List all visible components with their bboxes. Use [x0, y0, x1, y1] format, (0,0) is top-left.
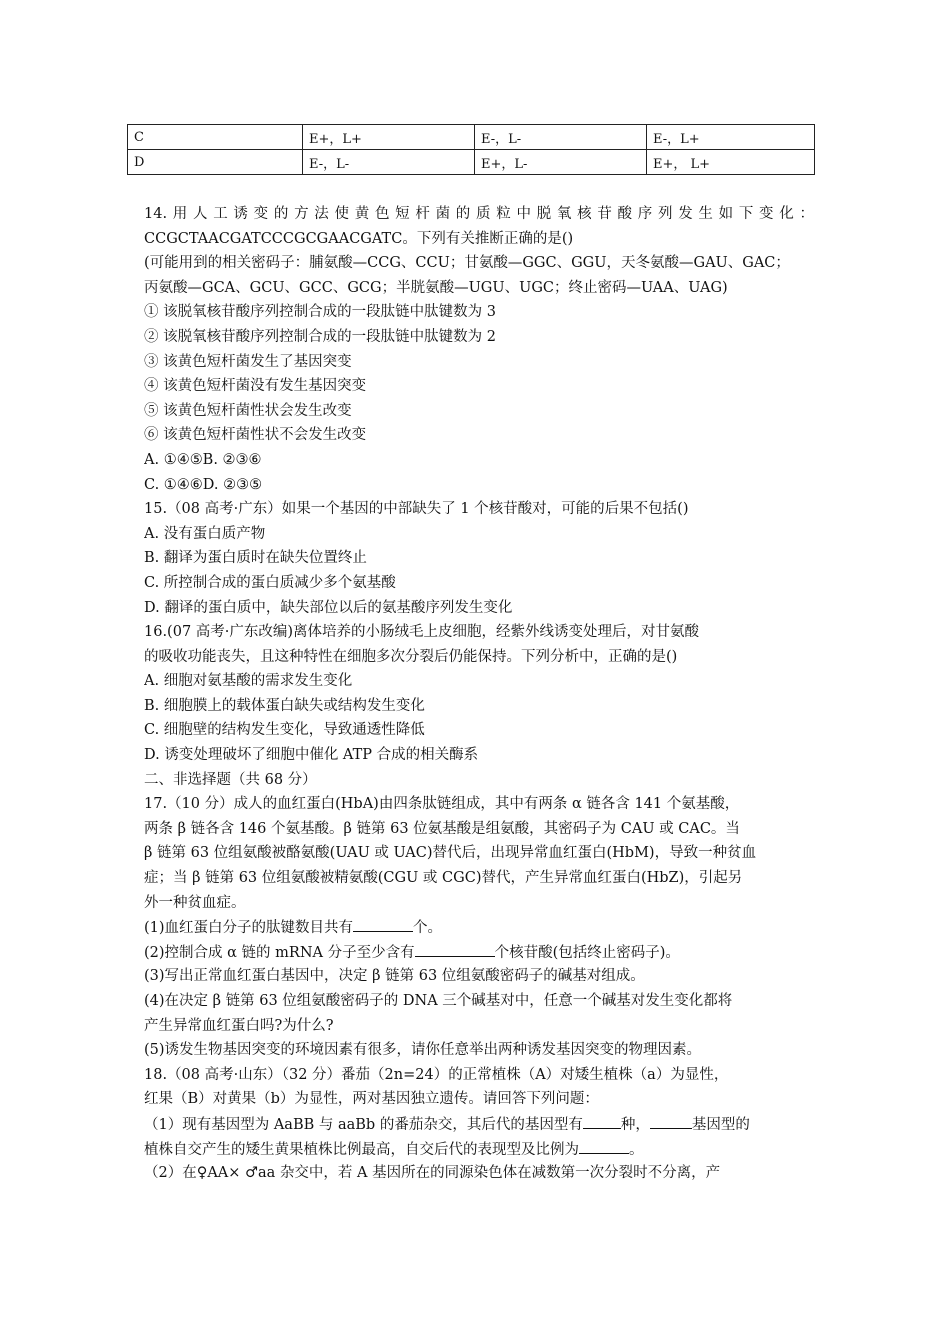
text-line: ④ 该黄色短杆菌没有发生基因突变 — [144, 378, 367, 395]
table-cell: D — [128, 150, 303, 175]
text-fragment: (1)血红蛋白分子的肽键数目共有 — [144, 920, 354, 937]
text-line: 红果（B）对黄果（b）为显性，两对基因独立遗传。请回答下列问题： — [144, 1091, 599, 1108]
answer-blank[interactable] — [415, 940, 495, 957]
text-line: 的吸收功能丧失，且这种特性在细胞多次分裂后仍能保持。下列分析中，正确的是() — [144, 648, 678, 665]
text-line: B. 翻译为蛋白质时在缺失位置终止 — [144, 550, 367, 567]
text-fragment: （1）现有基因型为 AaBB 与 aaBb 的番茄杂交，其后代的基因型有 — [144, 1116, 583, 1133]
table-cell: E-，L- — [475, 125, 647, 150]
text-line: A. 没有蛋白质产物 — [144, 525, 266, 542]
text-line — [144, 940, 814, 965]
text-line: 二、非选择题（共 68 分） — [144, 771, 317, 788]
text-line: (可能用到的相关密码子：脯氨酸—CCG、CCU；甘氨酸—GGC、GGU，天冬氨酸—GAU、GAC； — [144, 255, 790, 272]
text-fragment: 个核苷酸(包括终止密码子)。 — [494, 944, 680, 961]
text-line: 症；当 β 链第 63 位组氨酸被精氨酸(CGU 或 CGC)替代，产生异常血红蛋白(HbZ)，引起另 — [144, 870, 743, 887]
text-line: B. 细胞膜上的载体蛋白缺失或结构发生变化 — [144, 697, 425, 714]
answer-blank[interactable] — [650, 1112, 692, 1129]
table-row — [128, 150, 815, 175]
table-row — [128, 125, 815, 150]
text-line — [144, 915, 814, 940]
text-line: (5)诱发生物基因突变的环境因素有很多，请你任意举出两种诱发基因突变的物理因素。 — [144, 1042, 702, 1059]
text-line: 两条 β 链各含 146 个氨基酸。β 链第 63 位氨基酸是组氨酸，其密码子为 CAU 或 CAC。当 — [144, 820, 740, 837]
text-line: D. 翻译的蛋白质中，缺失部位以后的氨基酸序列发生变化 — [144, 599, 513, 616]
table-cell: E+， L+ — [647, 150, 815, 175]
table-cell: E-，L+ — [647, 125, 815, 150]
text-line: A. ①④⑤B. ②③⑥ — [144, 451, 262, 468]
text-line: C. 所控制合成的蛋白质减少多个氨基酸 — [144, 574, 396, 591]
text-line: （2）在♀AA× ♂aa 杂交中，若 A 基因所在的同源染色体在减数第一次分裂时不分离，产 — [144, 1165, 721, 1182]
text-line: ⑥ 该黄色短杆菌性状不会发生改变 — [144, 427, 367, 444]
text-line: β 链第 63 位组氨酸被酪氨酸(UAU 或 UAC)替代后，出现异常血红蛋白(HbM)，导致一种贫血 — [144, 845, 757, 862]
text-line: 18.（08 高考·山东）（32 分）番茄（2n=24）的正常植株（A）对矮生植株（a）为显性， — [144, 1066, 729, 1083]
table-cell: E+，L- — [475, 150, 647, 175]
answer-blank[interactable] — [353, 915, 413, 932]
text-fragment: (2)控制合成 α 链的 mRNA 分子至少含有 — [144, 944, 415, 961]
text-line: C. 细胞壁的结构发生变化，导致通透性降低 — [144, 722, 425, 739]
text-line: CCGCTAACGATCCCGCGAACGATC。下列有关推断正确的是() — [144, 230, 574, 247]
table-cell: C — [128, 125, 303, 150]
table-cell: E+，L+ — [303, 125, 475, 150]
answer-table — [127, 124, 815, 175]
text-line: 丙氨酸—GCA、GCU、GCC、GCG；半胱氨酸—UGU、UGC；终止密码—UAA、UAG) — [144, 279, 728, 296]
text-line: 14.用人工诱变的方法使黄色短杆菌的质粒中脱氧核苷酸序列发生如下变化： — [144, 206, 814, 222]
text-line: ③ 该黄色短杆菌发生了基因突变 — [144, 353, 352, 370]
text-line: C. ①④⑥D. ②③⑤ — [144, 476, 263, 493]
text-line — [144, 1112, 814, 1137]
text-line: 15.（08 高考·广东）如果一个基因的中部缺失了 1 个核苷酸对，可能的后果不包括() — [144, 501, 689, 518]
text-fragment: 种， — [620, 1116, 650, 1133]
text-line: 产生异常血红蛋白吗?为什么? — [144, 1017, 334, 1034]
text-fragment: 植株自交产生的矮生黄果植株比例最高，自交后代的表现型及比例为 — [144, 1141, 579, 1158]
text-line: (4)在决定 β 链第 63 位组氨酸密码子的 DNA 三个碱基对中，任意一个碱基对发生变化都将 — [144, 993, 733, 1009]
answer-blank[interactable] — [579, 1137, 629, 1154]
text-line: (3)写出正常血红蛋白基因中，决定 β 链第 63 位组氨酸密码子的碱基对组成。 — [144, 968, 645, 985]
text-line: 17.（10 分）成人的血红蛋白(HbA)由四条肽链组成，其中有两条 α 链各含 141 个氨基酸， — [144, 796, 740, 813]
text-fragment: 基因型的 — [691, 1116, 750, 1133]
table-cell: E-，L- — [303, 150, 475, 175]
text-line — [144, 1137, 814, 1162]
text-line: ② 该脱氧核苷酸序列控制合成的一段肽链中肽键数为 2 — [144, 328, 496, 345]
answer-blank[interactable] — [583, 1112, 621, 1129]
text-line: ① 该脱氧核苷酸序列控制合成的一段肽链中肽键数为 3 — [144, 304, 496, 321]
text-line: 16.(07 高考·广东改编)离体培养的小肠绒毛上皮细胞，经紫外线诱变处理后，对甘氨酸 — [144, 624, 700, 641]
text-line: D. 诱变处理破坏了细胞中催化 ATP 合成的相关酶系 — [144, 747, 479, 764]
text-line: ⑤ 该黄色短杆菌性状会发生改变 — [144, 402, 352, 419]
text-fragment: 个。 — [413, 920, 443, 937]
text-line: A. 细胞对氨基酸的需求发生变化 — [144, 673, 353, 690]
text-fragment: 。 — [629, 1141, 644, 1158]
question-text — [144, 202, 814, 1186]
text-line: 外一种贫血症。 — [144, 894, 246, 911]
